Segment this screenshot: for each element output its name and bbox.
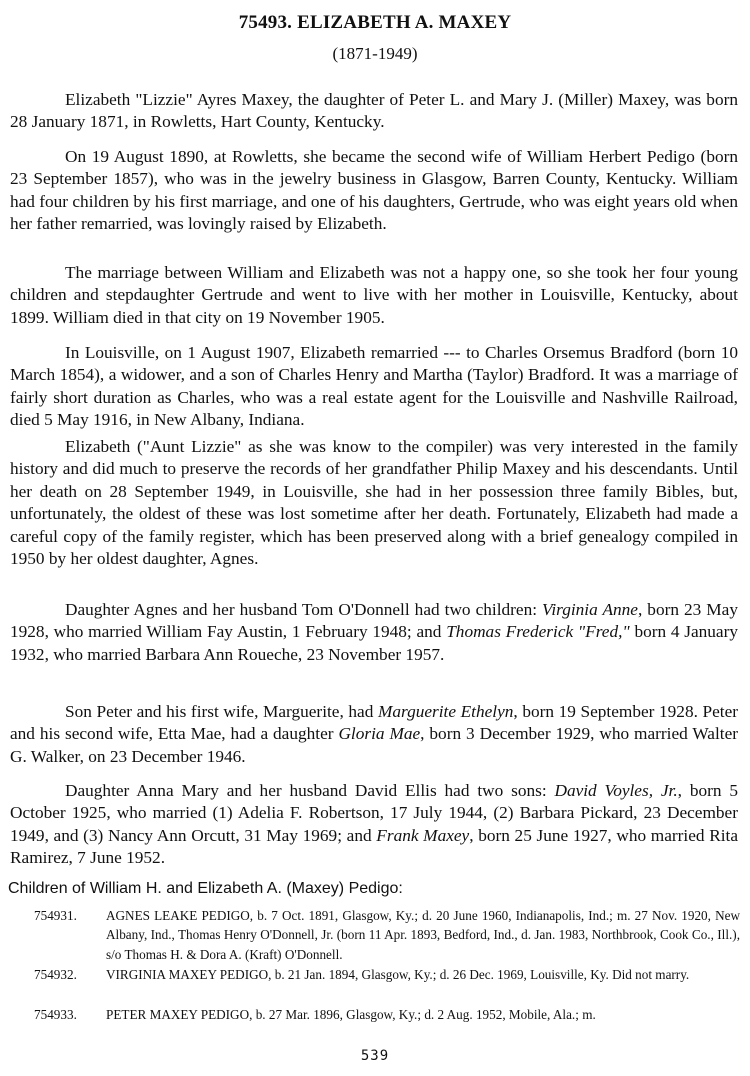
italic-name: Virginia Anne — [542, 600, 638, 619]
paragraph-birth — [10, 89, 738, 134]
child-text: VIRGINIA MAXEY PEDIGO, b. 21 Jan. 1894, Glasgow, Ky.; d. 26 Dec. 1969, Louisville, Ky. Did not marry. — [106, 967, 690, 982]
paragraph-separation — [10, 262, 738, 329]
page-number: 539 — [360, 1048, 390, 1064]
paragraph-text: On 19 August 1890, at Rowletts, she became the second wife of William Herbert Pedigo (born 23 September 1857), who was in the jewelry business in Glasgow, Barren County, Kentucky. William had four children by his first marriage, and one of his daughters, Gertrude, who was eight years old when her father remarried, was lovingly raised by Elizabeth. — [10, 147, 739, 234]
italic-name: Frank Maxey — [376, 825, 470, 845]
paragraph-second-marriage — [10, 342, 738, 432]
italic-name: Marguerite Ethelyn — [377, 702, 514, 721]
paragraph-text: Daughter Anna Mary and her husband David Ellis had two sons: — [65, 781, 555, 800]
italic-name: Gloria Mae — [338, 724, 421, 744]
paragraph-text: , born 19 September 1928. Peter and his second wife, Etta Mae, had a daughter — [10, 702, 739, 744]
paragraph-text: Elizabeth ("Aunt Lizzie" as she was know to the compiler) was very interested in the family history and did much to preserve the records of her grandfather Philip Maxey and his descendants. Until her death on 28 September 1949, in Louisville, she had in her possession three family Bibles, but, unfortunately, the oldest of these was lost sometime after her death. Fortunately, Elizabeth had made a careful copy of the family register, which has been preserved along with a brief genealogy compiled in 1950 by her oldest daughter, Agnes. — [10, 437, 738, 569]
paragraph-agnes-children — [10, 599, 738, 666]
paragraph-text: In Louisville, on 1 August 1907, Elizabeth remarried --- to Charles Orsemus Bradford (born 10 March 1854), a widower, and a son of Charles Henry and Martha (Taylor) Bradford. It was a marriage of fairly short duration as Charles, who was a real estate agent for the Louisville and Nashville Railroad, died 5 May 1916, in New Albany, Indiana. — [10, 343, 738, 430]
paragraph-peter-children — [10, 701, 738, 768]
child-id: 754932. — [34, 967, 77, 982]
italic-name: David Voyles, Jr. — [554, 781, 678, 800]
italic-name: Thomas Frederick "Fred," — [446, 622, 630, 642]
child-entry — [34, 906, 740, 964]
page-title: 75493. ELIZABETH A. MAXEY — [238, 12, 512, 33]
child-id: 754933. — [34, 1007, 77, 1022]
child-id: 754931. — [34, 908, 77, 923]
child-entry — [34, 1005, 740, 1024]
paragraph-text: Son Peter and his first wife, Marguerite, had — [65, 702, 378, 721]
paragraph-text: , born 25 June 1927, who married Rita Ramirez, 7 June 1952. — [10, 825, 739, 868]
paragraph-text: The marriage between William and Elizabeth was not a happy one, so she took her four young children and stepdaughter Gertrude and went to live with her mother in Louisville, Kentucky, about 1899. William died in that city on 19 November 1905. — [10, 263, 738, 327]
child-entry — [34, 965, 740, 984]
paragraph-family-history — [10, 436, 738, 570]
paragraph-anna-mary-children — [10, 780, 738, 870]
paragraph-text: Elizabeth "Lizzie" Ayres Maxey, the daughter of Peter L. and Mary J. (Miller) Maxey, was born 28 January 1871, in Rowletts, Hart County, Kentucky. — [10, 90, 738, 132]
paragraph-first-marriage — [10, 146, 738, 236]
paragraph-text: , born 5 October 1925, who married (1) Adelia F. Robertson, 17 July 1944, (2) Barbara Pickard, 23 December 1949, and (3) Nancy Ann Orcutt, 31 May 1969; and — [10, 781, 739, 845]
life-years: (1871-1949) — [332, 44, 418, 63]
paragraph-text: , born 23 May 1928, who married William Fay Austin, 1 February 1948; and — [10, 600, 738, 642]
children-heading: Children of William H. and Elizabeth A. (Maxey) Pedigo: — [8, 880, 403, 897]
paragraph-text: , born 3 December 1929, who married Walter G. Walker, on 23 December 1946. — [10, 724, 738, 766]
paragraph-text: Daughter Agnes and her husband Tom O'Donnell had two children: — [65, 600, 543, 619]
child-text: PETER MAXEY PEDIGO, b. 27 Mar. 1896, Glasgow, Ky.; d. 2 Aug. 1952, Mobile, Ala.; m. — [106, 1007, 596, 1022]
paragraph-text: born 4 January 1932, who married Barbara Ann Roueche, 23 November 1957. — [10, 622, 739, 664]
child-text: AGNES LEAKE PEDIGO, b. 7 Oct. 1891, Glasgow, Ky.; d. 20 June 1960, Indianapolis, Ind.; m. 27 Nov. 1920, New Albany, Ind., Thomas Henry O'Donnell, Jr. (born 11 Apr. 1893, Bedford, Ind., d. Jan. 1983, Northbrook, Cook Co., Ill.), s/o Thomas H. & Dora A. (Kraft) O'Donnell. — [106, 908, 740, 962]
